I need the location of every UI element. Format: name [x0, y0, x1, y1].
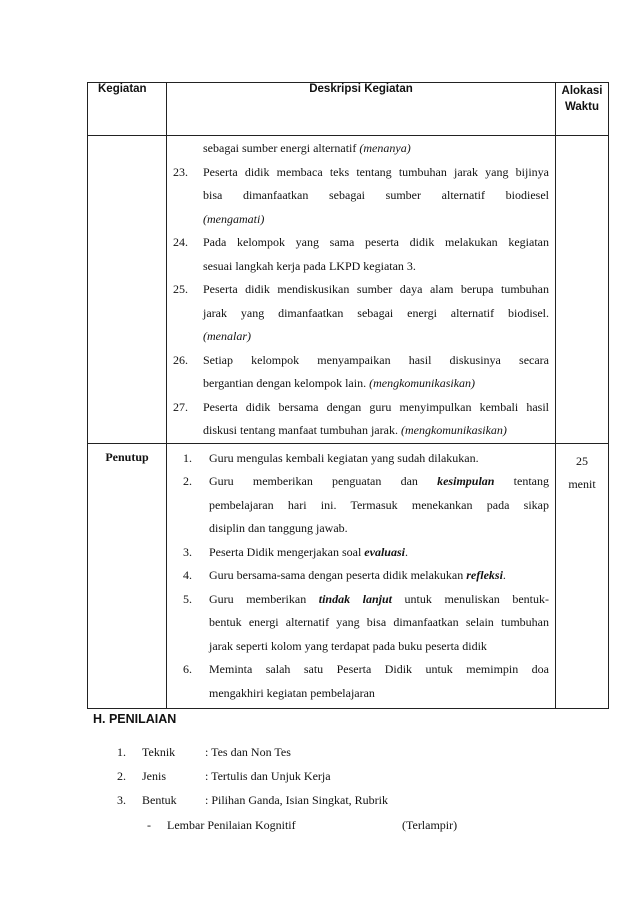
penilaian-item-label: Jenis — [142, 769, 166, 783]
item-number: 5. — [183, 591, 192, 606]
item-tag: (mengkomunikasikan) — [369, 376, 476, 390]
cell-deskripsi-penutup — [167, 443, 556, 708]
item-tag: (menalar) — [203, 329, 251, 343]
list-item-1 — [173, 447, 549, 471]
item-number: 27. — [173, 399, 188, 414]
list-item-25 — [173, 278, 549, 349]
item-tag: (mengamati) — [203, 211, 265, 226]
item-tag: (mengkomunikasikan) — [400, 423, 507, 437]
section-heading-penilaian: H. PENILAIAN — [93, 712, 177, 726]
table-header-row — [88, 83, 609, 136]
list-item-2 — [173, 470, 549, 541]
table-row-penutup — [88, 443, 609, 708]
lesson-activity-table — [87, 82, 609, 709]
header-alokasi — [556, 83, 609, 136]
item-text: . — [502, 568, 506, 582]
list-item-26 — [173, 349, 549, 396]
header-alokasi-line1: Alokasi — [561, 85, 603, 97]
item-text: disiplin dan tanggung jawab. — [209, 521, 348, 535]
item-text: bergantian dengan kelompok lain. — [203, 376, 370, 390]
item-text: Peserta didik mendiskusikan sumber daya alam berupa tumbuhan — [203, 282, 549, 296]
penilaian-item-label: Bentuk — [142, 793, 177, 807]
item-text: bisa dimanfaatkan sebagai sumber alternatif biodiesel — [203, 188, 549, 202]
item-text: . — [404, 544, 408, 559]
item-text: diskusi tentang manfaat tumbuhan jarak. — [203, 423, 401, 437]
item-text: pembelajaran hari ini. Termasuk menekankan pada sikap — [209, 497, 549, 512]
cell-kegiatan-empty — [88, 136, 167, 444]
penilaian-item-number: 1. — [117, 745, 126, 759]
penilaian-item-value: : Tertulis dan Unjuk Kerja — [205, 769, 331, 783]
list-item-4 — [173, 564, 549, 588]
item-text: Pada kelompok yang sama peserta didik melakukan kegiatan — [203, 235, 549, 249]
list-item-3 — [173, 541, 549, 565]
item-text: Setiap kelompok menyampaikan hasil diskusinya secara — [203, 352, 549, 367]
item-number: 26. — [173, 352, 188, 367]
item-text: Guru bersama-sama dengan peserta didik melakukan — [209, 568, 467, 582]
item-text: mengakhiri kegiatan pembelajaran — [209, 685, 375, 700]
item-text: jarak yang dimanfaatkan sebagai energi alternatif biodisel. — [203, 305, 549, 320]
continued-text: sebagai sumber energi alternatif — [203, 141, 360, 155]
item-text: Guru memberikan — [209, 591, 319, 606]
item-emphasis: evaluasi — [364, 544, 405, 559]
item-number: 6. — [183, 662, 192, 676]
continued-tag: (menanya) — [359, 141, 411, 155]
item-emphasis: refleksi — [466, 568, 503, 582]
list-item-5 — [173, 588, 549, 659]
list-item-27 — [173, 396, 549, 443]
list-item-24 — [173, 231, 549, 278]
item-text: tentang — [494, 474, 549, 488]
item-number: 3. — [183, 544, 192, 559]
item-emphasis: kesimpulan — [437, 474, 495, 488]
item-text: Guru mengulas kembali kegiatan yang sudah dilakukan. — [209, 450, 479, 465]
item-text: jarak seperti kolom yang terdapat pada buku peserta didik — [209, 638, 487, 653]
penilaian-item-value: : Tes dan Non Tes — [205, 745, 291, 759]
sub-item-dash: - — [147, 818, 151, 832]
item-text: Peserta Didik mengerjakan soal — [209, 544, 365, 559]
cell-deskripsi-inti — [167, 136, 556, 444]
item-emphasis: tindak lanjut — [318, 591, 392, 606]
sub-item-note: (Terlampir) — [402, 818, 458, 832]
table-row-inti-continued — [88, 136, 609, 444]
sub-item-label: Lembar Penilaian Kognitif — [167, 818, 296, 832]
item-text: untuk menuliskan bentuk- — [392, 591, 549, 606]
header-kegiatan: Kegiatan — [88, 83, 167, 136]
item-number: 1. — [183, 450, 192, 465]
cell-alokasi-empty — [556, 136, 609, 444]
penilaian-item-number: 2. — [117, 769, 126, 783]
cell-kegiatan-penutup: Penutup — [88, 443, 167, 708]
item-text: sesuai langkah kerja pada LKPD kegiatan 3. — [203, 258, 416, 273]
penilaian-item-number: 3. — [117, 793, 126, 807]
continued-line — [173, 137, 549, 161]
item-number: 2. — [183, 474, 192, 488]
item-number: 4. — [183, 568, 192, 582]
header-deskripsi: Deskripsi Kegiatan — [167, 83, 556, 136]
list-item-6 — [173, 658, 549, 708]
item-text: Peserta didik bersama dengan guru menyimpulkan kembali hasil — [203, 399, 549, 414]
item-number: 25. — [173, 282, 188, 296]
item-number: 23. — [173, 164, 188, 179]
item-text: Peserta didik membaca teks tentang tumbuhan jarak yang bijinya — [203, 164, 549, 179]
item-text: Guru memberikan penguatan dan — [209, 474, 438, 488]
item-number: 24. — [173, 235, 188, 249]
alokasi-unit: menit — [568, 476, 596, 491]
alokasi-value: 25 — [576, 453, 588, 468]
penilaian-item-label: Teknik — [142, 745, 176, 759]
item-text: Meminta salah satu Peserta Didik untuk memimpin doa — [209, 662, 549, 676]
item-text: bentuk energi alternatif yang bisa dimanfaatkan selain tumbuhan — [209, 615, 549, 629]
header-alokasi-line2: Waktu — [564, 101, 600, 113]
cell-alokasi-penutup — [556, 443, 609, 708]
list-item-23 — [173, 161, 549, 232]
penilaian-item-value: : Pilihan Ganda, Isian Singkat, Rubrik — [205, 793, 388, 807]
